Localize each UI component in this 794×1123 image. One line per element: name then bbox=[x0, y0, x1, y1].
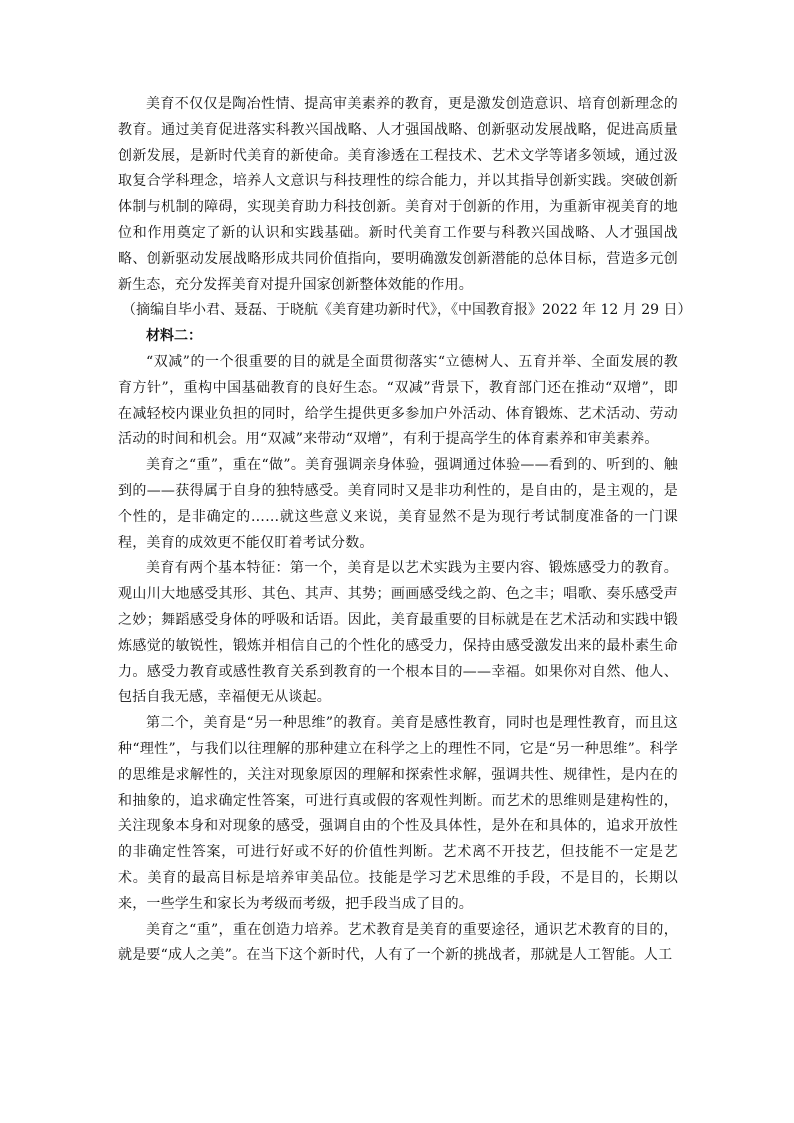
paragraph-1: 美育不仅仅是陶冶性情、提高审美素养的教育，更是激发创造意识、培育创新理念的教育。通过美育促进落实科教兴国战略、人才强国战略、创新驱动发展战略，促进高质量创新发展，是新时代美育的新使命。美育渗透在工程技术、艺术文学等诸多领域，通过汲取复合学科理念，培养人文意识与科技理性的综合能力，并以其指导创新实践。突破创新体制与机制的障碍，实现美育助力科技创新。美育对于创新的作用，为重新审视美育的地位和作用奠定了新的认识和实践基础。新时代美育工作要与科教兴国战略、人才强国战略、创新驱动发展战略形成共同价值指向，要明确激发创新潜能的总体目标，营造多元创新生态，充分发挥美育对提升国家创新整体效能的作用。 bbox=[118, 96, 678, 293]
paragraph-4: 美育有两个基本特征：第一个，美育是以艺术实践为主要内容、锻炼感受力的教育。观山川大地感受其形、其色、其声、其势；画画感受线之韵、色之丰；唱歌、奏乐感受声之妙；舞蹈感受身体的呼吸和话语。因此，美育最重要的目标就是在艺术活动和实践中锻炼感觉的敏锐性，锻炼并相信自己的个性化的感受力，保持由感受激发出来的最朴素生命力。感受力教育或感性教育关系到教育的一个根本目的——幸福。如果你对自然、他人、包括自我无感，幸福便无从谈起。 bbox=[118, 560, 678, 706]
source-note: （摘编自毕小君、聂磊、于晓航《美育建功新时代》，《中国教育报》2022 年 12 月 29 日） bbox=[122, 302, 692, 319]
paragraph-3: 美育之“重”，重在“做”。美育强调亲身体验，强调通过体验——看到的、听到的、触到的——获得属于自身的独特感受。美育同时又是非功利性的，是自由的，是主观的，是个性的，是非确定的……就这些意义来说，美育显然不是为现行考试制度准备的一门课程，美育的成效更不能仅盯着考试分数。 bbox=[118, 457, 678, 551]
material-heading: 材料二： bbox=[146, 328, 202, 345]
paragraph-6: 美育之“重”，重在创造力培养。艺术教育是美育的重要途径，通识艺术教育的目的，就是要“成人之美”。在当下这个新时代，人有了一个新的挑战者，那就是人工智能。人工 bbox=[118, 921, 678, 964]
paragraph-5: 第二个，美育是“另一种思维”的教育。美育是感性教育，同时也是理性教育，而且这种“理性”，与我们以往理解的那种建立在科学之上的理性不同，它是“另一种思维”。科学的思维是求解性的，关注对现象原因的理解和探索性求解，强调共性、规律性，是内在的和抽象的，追求确定性答案，可进行真或假的客观性判断。而艺术的思维则是建构性的，关注现象本身和对现象的感受，强调自由的个性及具体性，是外在和具体的，追求开放性的非确定性答案，可进行好或不好的价值性判断。艺术离不开技艺，但技能不一定是艺术。美育的最高目标是培养审美品位。技能是学习艺术思维的手段，不是目的，长期以来，一些学生和家长为考级而考级，把手段当成了目的。 bbox=[118, 715, 678, 912]
paragraph-2: “双减”的一个很重要的目的就是全面贯彻落实“立德树人、五育并举、全面发展的教育方针”，重构中国基础教育的良好生态。“双减”背景下，教育部门还在推动“双增”，即在减轻校内课业负担的同时，给学生提供更多参加户外活动、体育锻炼、艺术活动、劳动活动的时间和机会。用“双减”来带动“双增”，有利于提高学生的体育素养和审美素养。 bbox=[118, 353, 678, 448]
document-page bbox=[118, 92, 692, 969]
